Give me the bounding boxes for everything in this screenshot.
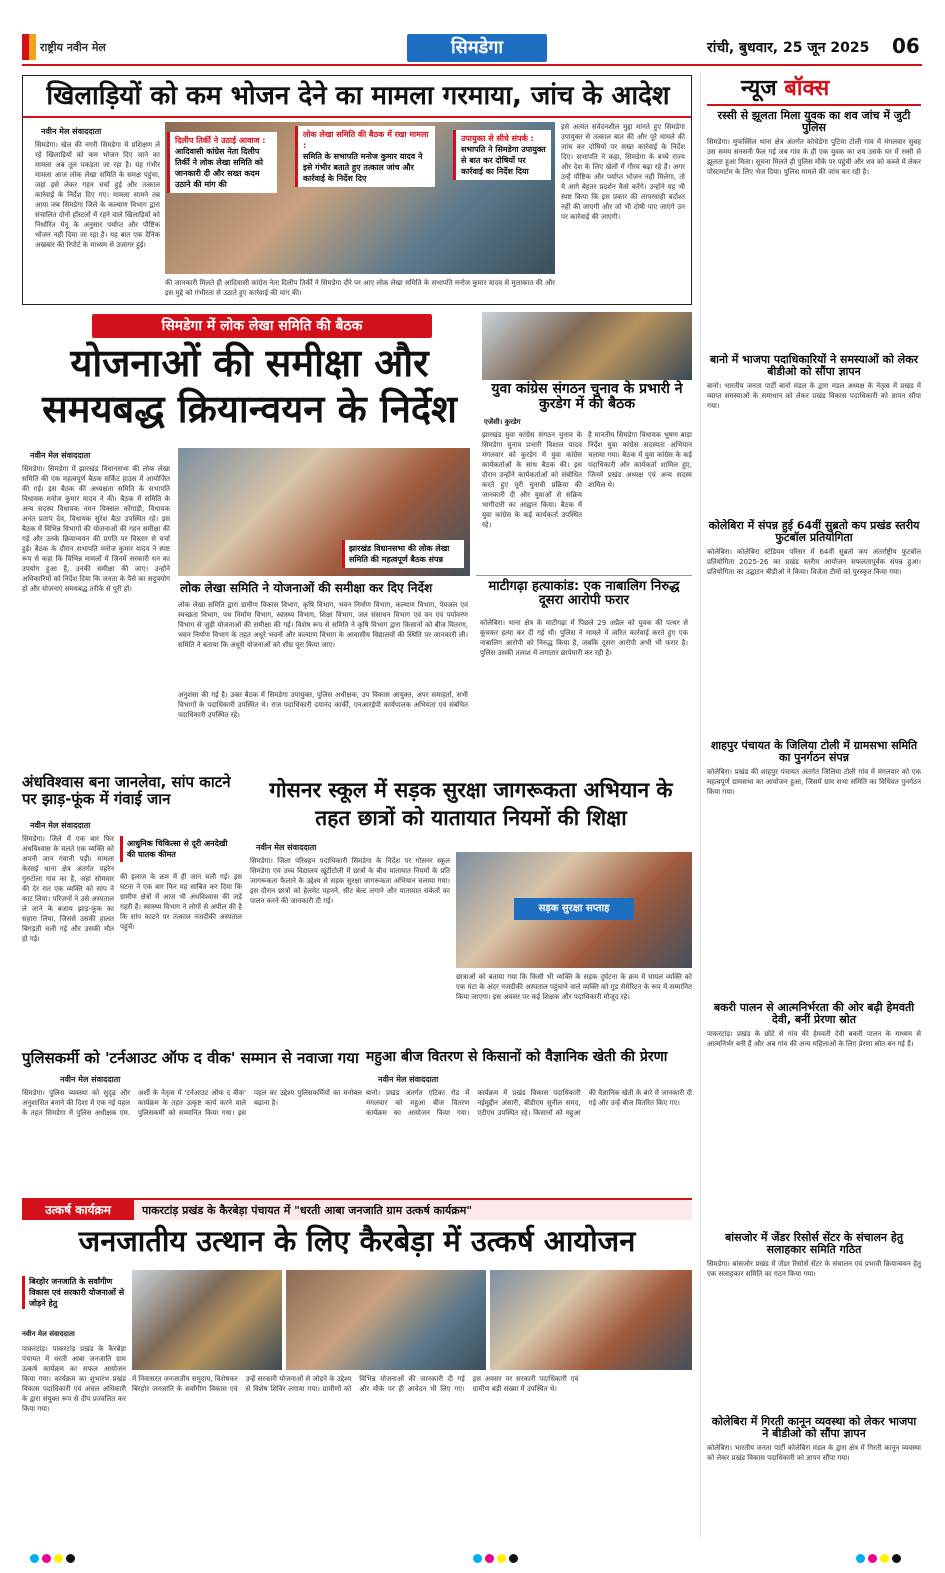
quote-1-text: आदिवासी कांग्रेस नेता दिलीप तिर्की ने लोक लेखा समिति को जानकारी दी और सख्त कदम उठाने की मांग की bbox=[175, 147, 264, 189]
youth-body-2: है मानतीय सिमडेगा विधायक भूषण बाड़ा निर्देश युवा कांग्रेस सदस्यता अभियान चलाया गया। बैठक में युवा कांग्रेस के कई पदाधिकारी और कार्यकर्ता शामिल हुए, जिनमें प्रखंड अध्यक्ष एवं अन्य सदस्य शामिल थे। bbox=[588, 431, 692, 489]
registration-dot bbox=[497, 1554, 506, 1563]
police-byline: नवीन मेल संवाददाता bbox=[60, 1075, 121, 1084]
quote-2-title: लोक लेखा समिति की बैठक में रखा मामला : bbox=[303, 130, 429, 150]
registration-dot bbox=[880, 1554, 889, 1563]
lead-story bbox=[22, 75, 692, 305]
registration-dot bbox=[485, 1554, 494, 1563]
quote-1-title: दिलीप तिर्की ने उठाई आवाज : bbox=[175, 136, 266, 145]
lead-body-2: की जानकारी मिलते ही आदिवासी कांग्रेस नेता दिलीप तिर्की ने सिमडेगा दौरे पर आए लोक लेखा समिति के सभापति मनोज कुमार यादव से मुलाकात की और इस मुद्दे को गंभीरता से उठाते हुए कार्रवाई की मांग की। bbox=[165, 279, 555, 297]
utkarsh-photo-2 bbox=[286, 1270, 486, 1370]
superstition-quote bbox=[120, 836, 240, 862]
news-item bbox=[707, 520, 921, 736]
registration-dot bbox=[42, 1554, 51, 1563]
lead-headline: खिलाड़ियों को कम भोजन देने का मामला गरमाया, जांच के आदेश bbox=[46, 81, 670, 111]
pac-photo bbox=[178, 448, 470, 576]
paper-name: राष्ट्रीय नवीन मेल bbox=[40, 41, 106, 54]
matigara-body: कोलेबिरा। थाना क्षेत्र के माटीगढ़ा में पिछले 29 अप्रैल को युवक की पत्थर से कूचकर हत्या कर दी गई थी। पुलिस ने मामले में त्वरित कार्रवाई करते हुए एक नाबालिग आरोपी को निरुद्ध किया है, जबकि दूसरा आरोपी अभी भी फरार है। पुलिस उसकी तलाश में लगातार छापेमारी कर रही है। bbox=[480, 619, 688, 657]
utkarsh-headline: जनजातीय उत्थान के लिए कैरबेड़ा में उत्कर्ष आयोजन bbox=[78, 1224, 636, 1258]
dateline: रांची, बुधवार, 25 जून 2025 bbox=[707, 40, 870, 56]
registration-dot bbox=[509, 1554, 518, 1563]
utkarsh-photo-1 bbox=[132, 1270, 282, 1370]
youth-body: झारखंड युवा कांग्रेस संगठन चुनाव के सिमडेगा चुनाव प्रभारी विशाल यादव मंगलवार को कुरडेग में युवा कांग्रेस कार्यकर्ताओं के साथ बैठक की। इस दौरान उन्होंने कार्यकर्ताओं को संबोधित करते हुए पूरी चुनावी प्रक्रिया की जानकारी दी और युवाओं से सक्रिय भागीदारी का आह्वान किया। बैठक में युवा कांग्रेस के कई कार्यकर्ता उपस्थित रहे। bbox=[482, 431, 582, 529]
utkarsh-kicker: पाकरटांड़ प्रखंड के कैरबेड़ा पंचायत में "धरती आबा जनजाति ग्राम उत्कर्ष कार्यक्रम" bbox=[142, 1204, 473, 1217]
quote-3-title: उपायुक्त से सीधे संपर्क : bbox=[461, 134, 534, 143]
police-headline: पुलिसकर्मी को 'टर्नआउट ऑफ द वीक' सम्मान से नवाजा गया bbox=[22, 1049, 359, 1067]
logo-mark bbox=[22, 34, 36, 60]
page-number: 06 bbox=[892, 34, 920, 58]
news-item bbox=[707, 1002, 921, 1228]
registration-marks bbox=[30, 1548, 915, 1560]
news-item-head: रस्सी से झूलता मिला युवक का शव जांच में जुटी पुलिस bbox=[717, 109, 911, 135]
lead-body: सिमडेगा। खेल की नगरी सिमडेगा में प्रशिक्षण ले रहे खिलाड़ियों को कम भोजन दिए जाने का मामला अब तूल पकड़ता जा रहा है। यह गंभीर मामला आज लोक लेखा समिति के समक्ष पहुंचा, जहां इसे लेकर गहन चर्चा हुई और तत्काल कार्रवाई के निर्देश दिए गए। मामला सामने तब आया जब सिमडेगा जिले के कल्याण विभाग द्वारा संचालित दोनों हॉस्टलों में रहने वाले खिलाड़ियों को निर्धारित मेनू के अनुसार पर्याप्त और पौष्टिक भोजन नहीं दिया जा रहा है। यह बात एक दैनिक अखबार की रिपोर्ट के माध्यम से उजागर हुई। bbox=[35, 141, 160, 249]
superstition-byline: नवीन मेल संवाददाता bbox=[30, 821, 91, 830]
masthead-rule bbox=[22, 64, 922, 66]
news-item bbox=[707, 110, 921, 346]
lead-photo bbox=[165, 122, 555, 274]
road-photo bbox=[456, 852, 692, 968]
pac-col3: अनुशंसा की गई है। उक्त बैठक में सिमडेगा उपायुक्त, पुलिस अधीक्षक, उप विकास आयुक्त, अपर समाहर्ता, सभी विभागों के पदाधिकारी उपस्थित थे। राज पदाधिकारी दयानंद कार्की, एनआरईपी कार्यपालक अभियंता एवं संबंधित पदाधिकारी उपस्थित रहे। bbox=[178, 691, 468, 719]
utkarsh-photo-3 bbox=[490, 1270, 692, 1370]
lead-rule bbox=[23, 116, 691, 118]
news-item bbox=[707, 1416, 921, 1536]
superstition-quote-text: आधुनिक चिकित्सा से दूरी अनदेखी की घातक कीमत bbox=[127, 839, 228, 859]
utkarsh-body: पाकरटांड़। पाकरटांड़ प्रखंड के कैरबेड़ा पंचायत में धरती आबा जनजाति ग्राम उत्कर्ष कार्यक्रम का सफल आयोजन किया गया। कार्यक्रम का शुभारंभ प्रखंड विकास पदाधिकारी एवं अंचल अधिकारी के द्वारा संयुक्त रूप से दीप प्रज्वलित कर किया गया। bbox=[22, 1345, 126, 1413]
matigara-box bbox=[476, 575, 692, 761]
news-item bbox=[707, 740, 921, 996]
news-item-head: बकरी पालन से आत्मनिर्भरता की ओर बढ़ी हेमवती देवी, बनीं प्रेरणा स्रोत bbox=[713, 1001, 915, 1027]
news-box-rule bbox=[707, 104, 921, 106]
news-item-text: पाकरटांड़। प्रखंड के छोटे से गांव की हेमवती देवी बकरी पालन के माध्यम से आत्मनिर्भर बनी हैं और अब गांव की अन्य महिलाओं के लिए प्रेरणा स्रोत बन गई हैं। bbox=[707, 1030, 921, 1049]
news-item-text: बानो। भारतीय जनता पार्टी बानो मंडल के द्वारा मंडल अध्यक्ष के नेतृत्व में प्रखंड में व्याप्त समस्याओं के समाधान को लेकर प्रखंड विकास पदाधिकारी को ज्ञापन सौंपा गया। bbox=[707, 382, 921, 411]
mahua-headline: महुआ बीज वितरण से किसानों को वैज्ञानिक खेती की प्रेरणा bbox=[366, 1049, 668, 1065]
youth-byline: एजेंसी। कुरडेग bbox=[484, 418, 521, 426]
masthead bbox=[22, 30, 922, 66]
registration-dot bbox=[54, 1554, 63, 1563]
registration-dot bbox=[868, 1554, 877, 1563]
road-headline: गोसनर स्कूल में सड़क सुरक्षा जागरूकता अभियान के तहत छात्रों को यातायात नियमों की शिक्षा bbox=[269, 778, 673, 830]
pac-headline: योजनाओं की समीक्षा और समयबद्ध क्रियान्वयन के निर्देश bbox=[42, 341, 457, 431]
youth-headline: युवा कांग्रेस संगठन चुनाव के प्रभारी ने कुरडेग में की बैठक bbox=[491, 381, 683, 413]
police-body: सिमडेगा। पुलिस व्यवस्था को सुदृढ़ और अनुशासित बनाने की दिशा में एक नई पहल के तहत सिमडेगा में पुलिस अधीक्षक एम. अर्शी के नेतृत्व में 'टर्नआउट ऑफ द वीक' कार्यक्रम के तहत उत्कृष्ट कार्य करने वाले पुलिसकर्मी को सम्मानित किया गया। इस पहल का उद्देश्य पुलिसकर्मियों का मनोबल बढ़ाना है। bbox=[22, 1089, 362, 1117]
pac-body: सिमडेगा। सिमडेगा में झारखंड विधानसभा की लोक लेखा समिति की एक महत्वपूर्ण बैठक सर्किट हाउस में आयोजित की गई। इस बैठक की अध्यक्षता समिति के सभापति विधायक मनोज कुमार यादव ने की। बैठक में समिति के अन्य सदस्य विधायक नमन विक्सल कोंगाड़ी, विधायक अनंत प्रताप देव, विधायक सुरेश बैठा उपस्थित रहे। इस बैठक में विभिन्न विभागों की योजनाओं की गहन समीक्षा की गई और उनके क्रियान्वयन की प्रगति पर विस्तार से चर्चा हुई। बैठक के दौरान सभापति मनोज कुमार यादव ने स्पष्ट रूप से कहा कि विभिन्न मामलों में जिनमें सरकारी धन का उपयोग हुआ है, उनकी समीक्षा की जाए। उन्होंने अधिकारियों को निर्देश दिया कि जनता के पैसे का सदुपयोग हो और योजनाएं समयबद्ध तरीके से पूरी हों। bbox=[22, 465, 170, 593]
quote-box-1 bbox=[167, 132, 277, 193]
road-byline: नवीन मेल संवाददाता bbox=[256, 843, 317, 852]
matigara-headline: माटीगढ़ा हत्याकांड: एक नाबालिग निरुद्ध दूसरा आरोपी फरार bbox=[488, 579, 680, 609]
mahua-body: बानो। प्रखंड अंतर्गत एटिका रोड में मंगलवार को महुआ बीज वितरण कार्यक्रम का आयोजन किया गया। कार्यक्रम में प्रखंड विकास पदाधिकारी नईमुद्दीन अंसारी, बीडीएम सुनील समद, एटीएम उपस्थित रहे। किसानों को महुआ की वैज्ञानिक खेती के बारे में जानकारी दी गई और उन्हें बीज वितरित किए गए। bbox=[366, 1089, 692, 1117]
superstition-body: सिमडेगा। जिले में एक बार फिर अंधविश्वास के चलते एक व्यक्ति को अपनी जान गंवानी पड़ी। मामला केरसई थाना क्षेत्र अंतर्गत पहरेन गुरुटोला गांव का है, जहां सोमवार की देर रात एक व्यक्ति को सांप ने काट लिया। परिजनों ने उसे अस्पताल ले जाने के बजाय झाड़-फूंक का सहारा लिया, जिससे उसकी हालत बिगड़ती चली गई और उसकी मौत हो गई। bbox=[22, 835, 114, 943]
news-item-text: कोलेबिरा। भारतीय जनता पार्टी कोलेबिरा मंडल के द्वारा क्षेत्र में गिरती कानून व्यवस्था को लेकर प्रखंड विकास पदाधिकारी को ज्ञापन सौंपा गया। bbox=[707, 1444, 921, 1463]
news-item-head: बांसजोर में जेंडर रिसोर्स सेंटर के संचालन हेतु सलाहकार समिति गठित bbox=[725, 1231, 903, 1257]
news-item-text: सिमडेगा। मुफस्सिल थाना क्षेत्र अंतर्गत कोचेडेगा पुटिया टोली गांव में मंगलवार सुबह उस समय सनसनी फैल गई जब गांव के ही एक युवक का शव उसके घर में रस्सी से झूलता हुआ मिला। सूचना मिलते ही पुलिस मौके पर पहुंची और शव को कब्जे में लेकर पोस्टमार्टम के लिए भेज दिया। पुलिस मामले की जांच कर रही है। bbox=[707, 138, 921, 177]
youth-photo bbox=[482, 312, 692, 380]
pac-kicker: सिमडेगा में लोक लेखा समिति की बैठक bbox=[92, 314, 432, 338]
superstition-body-2: की इलाज के क्रम में ही जान चली गई। इस घटना ने एक बार फिर यह साबित कर दिया कि ग्रामीण क्षेत्रों में आज भी अंधविश्वास की जड़ें गहरी हैं। स्वास्थ्य विभाग ने लोगों से अपील की है कि सांप काटने पर तत्काल नजदीकी अस्पताल पहुंचें। bbox=[120, 873, 242, 931]
quote-3-text: सभापति ने सिमडेगा उपायुक्त से बात कर दोषियों पर कार्रवाई का निर्देश दिया bbox=[461, 145, 546, 176]
utkarsh-label: उत्कर्ष कार्यक्रम bbox=[22, 1200, 134, 1220]
registration-dot bbox=[892, 1554, 901, 1563]
news-item-head: बानो में भाजपा पदाधिकारियों ने समस्याओं को लेकर बीडीओ को सौंपा ज्ञापन bbox=[709, 353, 919, 379]
road-body: सिमडेगा। जिला परिवहन पदाधिकारी सिमडेगा के निर्देश पर गोसनर स्कूल सिमडेगा एवं उच्च विद्यालय खूंटीटोली में छात्रों के बीच यातायात नियमों के प्रति जागरूकता फैलाने के उद्देश्य से सड़क सुरक्षा जागरूकता अभियान चलाया गया। इस दौरान छात्रों को हेलमेट पहनने, सीट बेल्ट लगाने और यातायात संकेतों का पालन करने की जानकारी दी गई। bbox=[250, 857, 450, 905]
road-body-2: छात्राओं को बताया गया कि किसी भी व्यक्ति के सड़क दुर्घटना के क्रम में घायल व्यक्ति को एक घंटा के अंदर नजदीकी अस्पताल पहुंचाने वाले व्यक्ति को गुड सेमेरिटन के रूप में सम्मानित किया जाएगा। इस अवसर पर कई शिक्षक और पदाधिकारी मौजूद रहे। bbox=[456, 973, 692, 1001]
registration-dot bbox=[30, 1554, 39, 1563]
news-item-head: शाहपुर पंचायत के जिलिया टोली में ग्रामसभा समिति का पुनर्गठन संपन्न bbox=[710, 739, 918, 765]
mahua-byline: नवीन मेल संवाददाता bbox=[378, 1075, 439, 1084]
lead-byline: नवीन मेल संवाददाता bbox=[41, 127, 102, 136]
registration-dot bbox=[66, 1554, 75, 1563]
news-item-text: सिमडेगा। बांसजोर प्रखंड में जेंडर रिसोर्स सेंटर के संचालन एवं प्रभावी क्रियान्वयन हेतु एक सलाहकार समिति का गठन किया गया। bbox=[707, 1260, 921, 1279]
pac-sub-body: लोक लेखा समिति द्वारा ग्रामीण विकास विभाग, कृषि विभाग, भवन निर्माण विभाग, कल्याण विभाग, पेयजल एवं स्वच्छता विभाग, पथ निर्माण विभाग, स्वास्थ्य विभाग, शिक्षा विभाग, जल संसाधन विभाग एवं वन एवं पर्यावरण विभाग से जुड़ी योजनाओं की समीक्षा की गई। विशेष रूप से समिति ने कृषि विभाग द्वारा किसानों को बीज वितरण, भवन निर्माण विभाग के तहत अधूरे भवनों और कल्याण विभाग के आवासीय विद्यालयों की स्थिति पर जानकारी ली। समिति ने बताया कि अधूरी योजनाओं को शीघ्र पूरा किया जाए। bbox=[178, 601, 468, 649]
news-box-title-b: बॉक्स bbox=[784, 76, 830, 101]
section-label: सिमडेगा bbox=[407, 34, 547, 62]
news-item-text: कोलेबिरा। कोलेबिरा स्टेडियम परिसर में 64वीं सुब्रतो कप अंतर्राष्ट्रीय फुटबॉल प्रतियोगिता 2025-26 का प्रखंड स्तरीय आयोजन सफलतापूर्वक संपन्न हुआ। प्रतियोगिता का उद्घाटन बीडीओ ने किया। विजेता टीमों को पुरस्कृत किया गया। bbox=[707, 548, 921, 577]
road-banner: सड़क सुरक्षा सप्ताह bbox=[514, 898, 634, 920]
quote-2-text: समिति के सभापति मनोज कुमार यादव ने इसे गंभीर बताते हुए तत्काल जांच और कार्रवाई के निर्देश दिए bbox=[303, 152, 423, 183]
pac-byline: नवीन मेल संवाददाता bbox=[30, 451, 91, 460]
registration-dot bbox=[856, 1554, 865, 1563]
news-item bbox=[707, 1232, 921, 1412]
utkarsh-byline: नवीन मेल संवाददाता bbox=[22, 1330, 75, 1338]
utkarsh-side-title: बिरहोर जनजाति के सर्वांगीण विकास एवं सरकारी योजनाओं से जोड़ने हेतु bbox=[22, 1276, 126, 1309]
pac-subhead: लोक लेखा समिति ने योजनाओं की समीक्षा कर दिए निर्देश bbox=[180, 581, 433, 595]
registration-dot bbox=[473, 1554, 482, 1563]
news-item-head: कोलेबिरा में संपन्न हुई 64वीं सुब्रतो कप प्रखंड स्तरीय फुटबॉल प्रतियोगिता bbox=[708, 519, 920, 545]
utkarsh-bar bbox=[22, 1198, 692, 1220]
news-box bbox=[700, 72, 923, 1537]
quote-box-2 bbox=[295, 126, 435, 187]
pac-photo-caption: झारखंड विधानसभा की लोक लेखा समिति की महत्वपूर्ण बैठक संपन्न bbox=[342, 540, 464, 568]
news-box-title bbox=[741, 72, 829, 102]
utkarsh-body-2: में निवासरत जनजातीय समुदाय, विशेषकर बिरहोर जनजाति के सर्वांगीण विकास एवं उन्हें सरकारी योजनाओं से जोड़ने के उद्देश्य से विशेष शिविर लगाया गया। ग्रामीणों को विभिन्न योजनाओं की जानकारी दी गई और मौके पर ही आवेदन भी लिए गए। इस अवसर पर सरकारी पदाधिकारी एवं ग्रामीण बड़ी संख्या में उपस्थित थे। bbox=[132, 1375, 579, 1393]
news-item-head: कोलेबिरा में गिरती कानून व्यवस्था को लेकर भाजपा ने बीडीओ को सौंपा ज्ञापन bbox=[711, 1415, 917, 1441]
news-item-text: कोलेबिरा। प्रखंड की शाहपुर पंचायत अंतर्गत जिलिया टोली गांव में मंगलवार को एक महत्वपूर्ण ग्रामसभा का आयोजन हुआ, जिसमें ग्राम सभा समिति का विधिवत पुनर्गठन किया गया। bbox=[707, 768, 921, 797]
quote-box-3 bbox=[453, 130, 551, 180]
news-box-title-a: न्यूज bbox=[741, 76, 785, 101]
lead-body-3: इसे अत्यंत संवेदनशील मुद्दा मानते हुए सिमडेगा उपायुक्त से तत्काल बात की और पूरे मामले की जांच कर दोषियों पर सख्त कार्रवाई के निर्देश दिए। सभापति ने कहा, सिमडेगा के बच्चे राज्य और देश के लिए खेलों में गौरव बढ़ा रहे हैं। अगर उन्हें पौष्टिक और पर्याप्त भोजन नहीं मिलेगा, तो ये आगे बेहतर प्रदर्शन कैसे करेंगे। उन्होंने यह भी स्पष्ट किया कि इस प्रकार की लापरवाही बर्दाश्त नहीं की जाएगी और जो भी दोषी पाए जाएंगे उन पर कार्रवाई की जाएगी। bbox=[561, 123, 685, 221]
superstition-headline: अंधविश्वास बना जानलेवा, सांप काटने पर झाड़-फूंक में गंवाई जान bbox=[22, 773, 231, 808]
news-item bbox=[707, 354, 921, 514]
